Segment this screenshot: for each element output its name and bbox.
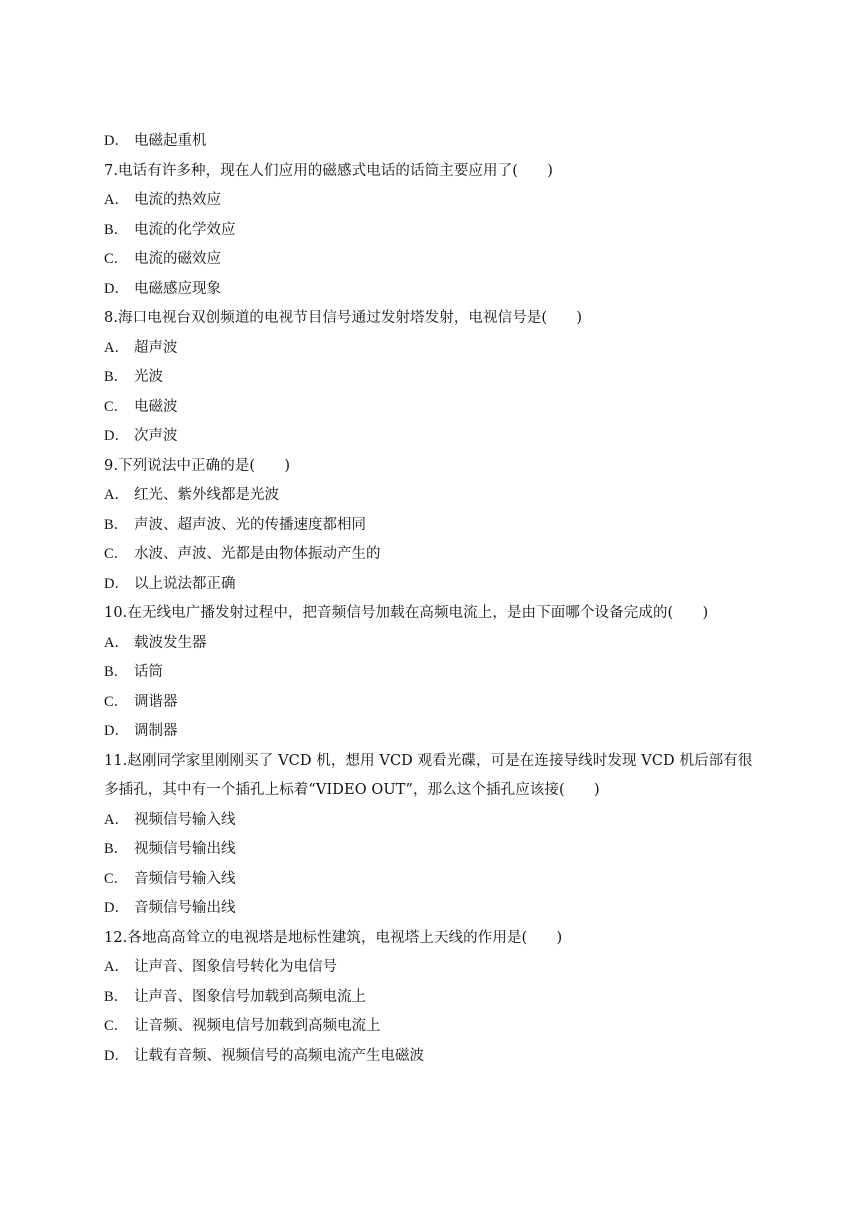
- option-9-a: [104, 481, 764, 511]
- option-letter: D．: [104, 723, 129, 739]
- option-letter: B．: [104, 988, 129, 1005]
- option-6-d: [104, 127, 764, 157]
- option-text: 光波: [134, 369, 163, 385]
- option-11-c: [104, 865, 764, 895]
- option-text: 电磁感应现象: [134, 280, 221, 297]
- question-6-tail: [104, 127, 764, 157]
- option-text: 水波、声波、光都是由物体振动产生的: [134, 546, 381, 562]
- option-12-a: [104, 953, 764, 983]
- option-text: 音频信号输入线: [134, 870, 236, 887]
- option-text: 视频信号输入线: [134, 811, 236, 828]
- option-text: 红光、紫外线都是光波: [134, 487, 279, 503]
- option-letter: D．: [104, 428, 129, 444]
- option-letter: C．: [104, 870, 129, 887]
- option-letter: A．: [104, 339, 129, 356]
- question-list: [104, 127, 764, 1071]
- option-text: 电流的热效应: [134, 192, 221, 208]
- option-10-c: [104, 688, 764, 718]
- option-10-a: [104, 629, 764, 659]
- option-letter: C．: [104, 1018, 129, 1034]
- question-11: [104, 747, 764, 924]
- option-7-a: [104, 186, 764, 216]
- option-10-b: [104, 658, 764, 688]
- option-12-c: [104, 1012, 764, 1042]
- option-letter: B．: [104, 664, 129, 680]
- question-9-stem: 9.下列说法中正确的是( ): [104, 457, 291, 474]
- option-letter: B．: [104, 369, 129, 385]
- option-text: 载波发生器: [134, 634, 207, 651]
- option-11-d: [104, 894, 764, 924]
- option-letter: D．: [104, 280, 129, 297]
- option-8-a: [104, 334, 764, 364]
- option-text: 音频信号输出线: [134, 900, 236, 916]
- option-7-b: [104, 216, 764, 246]
- option-text: 超声波: [134, 339, 178, 356]
- option-text: 话筒: [134, 664, 163, 680]
- option-8-c: [104, 393, 764, 423]
- option-text: 次声波: [134, 428, 178, 444]
- option-text: 电流的磁效应: [134, 251, 221, 267]
- option-12-b: [104, 983, 764, 1013]
- option-9-c: [104, 540, 764, 570]
- option-letter: B．: [104, 221, 129, 238]
- option-letter: A．: [104, 811, 129, 828]
- option-text: 让载有音频、视频信号的高频电流产生电磁波: [134, 1047, 424, 1064]
- option-letter: A．: [104, 487, 129, 503]
- option-text: 视频信号输出线: [134, 841, 236, 857]
- option-8-b: [104, 363, 764, 393]
- option-text: 电磁起重机: [134, 133, 207, 149]
- option-letter: C．: [104, 398, 129, 415]
- option-text: 让声音、图象信号加载到高频电流上: [134, 988, 366, 1005]
- question-11-stem-line-1: 11.赵刚同学家里刚刚买了 VCD 机，想用 VCD 观看光碟，可是在连接导线时发现 VCD 机后部有很: [104, 752, 753, 769]
- option-letter: D．: [104, 133, 129, 149]
- option-9-d: [104, 570, 764, 600]
- option-letter: B．: [104, 516, 129, 533]
- option-letter: D．: [104, 900, 129, 916]
- option-letter: D．: [104, 1047, 129, 1064]
- question-7-stem: 7.电话有许多种，现在人们应用的磁感式电话的话筒主要应用了( ): [104, 162, 553, 179]
- option-9-b: [104, 511, 764, 541]
- option-text: 电流的化学效应: [134, 221, 236, 238]
- question-8-stem: 8.海口电视台双创频道的电视节目信号通过发射塔发射，电视信号是( ): [104, 310, 583, 326]
- question-9: [104, 452, 764, 600]
- question-7: [104, 157, 764, 305]
- question-8: [104, 304, 764, 452]
- question-11-stem-line-2: 多插孔，其中有一个插孔上标着“VIDEO OUT”，那么这个插孔应该接( ): [104, 782, 600, 798]
- question-10-stem: 10.在无线电广播发射过程中，把音频信号加载在高频电流上，是由下面哪个设备完成的( ): [104, 605, 709, 621]
- option-letter: C．: [104, 546, 129, 562]
- option-10-d: [104, 717, 764, 747]
- option-7-d: [104, 275, 764, 305]
- option-text: 让音频、视频电信号加载到高频电流上: [134, 1018, 381, 1034]
- option-letter: B．: [104, 841, 129, 857]
- option-text: 让声音、图象信号转化为电信号: [134, 959, 337, 975]
- option-letter: D．: [104, 575, 129, 592]
- option-12-d: [104, 1042, 764, 1072]
- option-11-a: [104, 806, 764, 836]
- option-letter: C．: [104, 251, 129, 267]
- option-8-d: [104, 422, 764, 452]
- option-7-c: [104, 245, 764, 275]
- question-12-stem: 12.各地高高耸立的电视塔是地标性建筑，电视塔上天线的作用是( ): [104, 929, 563, 946]
- question-12: [104, 924, 764, 1072]
- question-10: [104, 599, 764, 747]
- option-letter: C．: [104, 693, 129, 710]
- option-text: 以上说法都正确: [134, 575, 236, 592]
- option-letter: A．: [104, 634, 129, 651]
- option-11-b: [104, 835, 764, 865]
- option-text: 声波、超声波、光的传播速度都相同: [134, 516, 366, 533]
- option-text: 电磁波: [134, 398, 178, 415]
- option-text: 调制器: [134, 723, 178, 739]
- option-letter: A．: [104, 192, 129, 208]
- option-text: 调谐器: [134, 693, 178, 710]
- option-letter: A．: [104, 959, 129, 975]
